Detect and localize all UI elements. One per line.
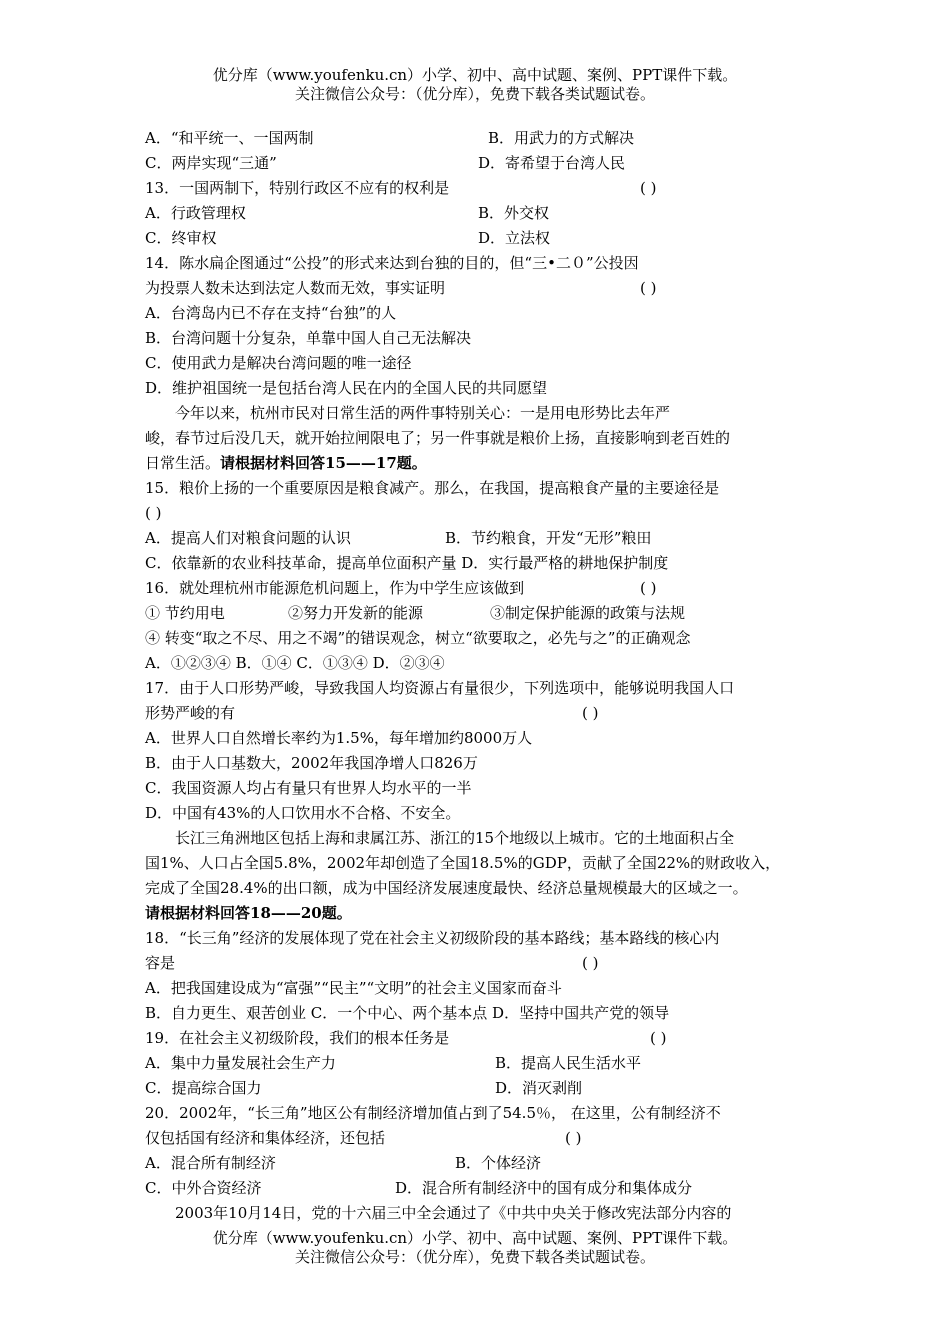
q14-stem-line-2 (145, 276, 825, 301)
exam-content (145, 126, 825, 1226)
q17-option-c: C．我国资源人均占有量只有世界人均水平的一半 (145, 779, 472, 797)
q13-stem-line (145, 176, 825, 201)
q20-stem-line-2 (145, 1126, 825, 1151)
q16-item-4: ④ 转变“取之不尽、用之不竭”的错误观念，树立“欲要取之，必先与之”的正确观念 (145, 629, 691, 647)
q13-options-row-2 (145, 226, 825, 251)
q18-options-bcd: B．自力更生、艰苦创业 C．一个中心、两个基本点 D．坚持中国共产党的领导 (145, 1004, 670, 1022)
material2-prompt: 请根据材料回答18——20题。 (145, 904, 352, 922)
q17-option-d: D．中国有43%的人口饮用水不合格、不安全。 (145, 804, 461, 822)
q13-answer-paren: ( ) (640, 179, 657, 197)
q17-stem-line-2 (145, 701, 825, 726)
material1-line-3 (145, 451, 825, 476)
q16-options: A．①②③④ B．①④ C．①③④ D．②③④ (145, 654, 445, 672)
q19-option-b: B．提高人民生活水平 (495, 1054, 642, 1072)
q19-option-a: A．集中力量发展社会生产力 (145, 1054, 336, 1072)
q20-stem: 仅包括国有经济和集体经济，还包括 (145, 1129, 386, 1147)
q18-option-a: A．把我国建设成为“富强”“民主”“文明”的社会主义国家而奋斗 (145, 979, 562, 997)
q18-stem: 容是 (145, 954, 176, 972)
q20-options-row-2 (145, 1176, 825, 1201)
q14-option-a: A．台湾岛内已不存在支持“台独”的人 (145, 304, 397, 322)
q13-options-row-1 (145, 201, 825, 226)
q13-option-c: C．终审权 (145, 229, 217, 247)
q13-option-a: A．行政管理权 (145, 204, 246, 222)
q17-stem-line-1: 17．由于人口形势严峻，导致我国人均资源占有量很少，下列选项中，能够说明我国人口 (145, 679, 735, 697)
q20-option-c: C．中外合资经济 (145, 1179, 262, 1197)
q19-option-c: C．提高综合国力 (145, 1079, 262, 1097)
q16-stem: 16．就处理杭州市能源危机问题上，作为中学生应该做到 (145, 579, 525, 597)
q13-option-b: B．外交权 (478, 204, 550, 222)
q17-option-b: B．由于人口基数大，2002年我国净增人口826万 (145, 754, 478, 772)
material2-line-3: 完成了全国28.4%的出口额，成为中国经济发展速度最快、经济总量规模最大的区域之一。 (145, 879, 748, 897)
q15-stem: 15．粮价上扬的一个重要原因是粮食减产。那么，在我国，提高粮食产量的主要途径是 (145, 479, 720, 497)
q20-options-row-1 (145, 1151, 825, 1176)
q15-options-cd: C．依靠新的农业科技革命，提高单位面积产量 D．实行最严格的耕地保护制度 (145, 554, 669, 572)
q19-options-row-2 (145, 1076, 825, 1101)
q12-option-c: C．两岸实现“三通” (145, 154, 277, 172)
page-footer (0, 1229, 950, 1267)
material1-line-1: 今年以来，杭州市民对日常生活的两件事特别关心：一是用电形势比去年严 (175, 404, 671, 422)
material2-line-1: 长江三角洲地区包括上海和隶属江苏、浙江的15个地级以上城市。它的土地面积占全 (175, 829, 735, 847)
material1-prompt: 请根据材料回答15——17题。 (220, 454, 427, 472)
q20-option-a: A．混合所有制经济 (145, 1154, 276, 1172)
page-header (0, 66, 950, 104)
q12-option-a: A．“和平统一、一国两制 (145, 129, 314, 147)
q16-stem-line (145, 576, 825, 601)
q15-option-a: A．提高人们对粮食问题的认识 (145, 529, 351, 547)
header-line-1: 优分库（www.youfenku.cn）小学、初中、高中试题、案例、PPT课件下载。 (212, 66, 738, 84)
q20-option-b: B．个体经济 (455, 1154, 542, 1172)
q20-answer-paren: ( ) (565, 1129, 582, 1147)
q14-answer-paren: ( ) (640, 279, 657, 297)
q19-options-row-1 (145, 1051, 825, 1076)
header-line-2: 关注微信公众号：（优分库），免费下载各类试题试卷。 (294, 85, 655, 103)
q17-stem: 形势严峻的有 (145, 704, 236, 722)
q16-item-3: ③制定保护能源的政策与法规 (490, 604, 686, 622)
q13-stem: 13．一国两制下，特别行政区不应有的权利是 (145, 179, 450, 197)
q12-option-d: D．寄希望于台湾人民 (478, 154, 626, 172)
q17-answer-paren: ( ) (582, 704, 599, 722)
q16-items-row (145, 601, 825, 626)
q19-stem: 19．在社会主义初级阶段，我们的根本任务是 (145, 1029, 450, 1047)
q18-stem-line-1: 18．“长三角”经济的发展体现了党在社会主义初级阶段的基本路线；基本路线的核心内 (145, 929, 720, 947)
q13-option-d: D．立法权 (478, 229, 551, 247)
q20-stem-line-1: 20．2002年，“长三角”地区公有制经济增加值占到了54.5％， 在这里，公有制经济不 (145, 1104, 721, 1122)
q15-option-b: B．节约粮食，开发“无形”粮田 (445, 529, 652, 547)
q18-answer-paren: ( ) (582, 954, 599, 972)
q14-option-d: D．维护祖国统一是包括台湾人民在内的全国人民的共同愿望 (145, 379, 548, 397)
q17-option-a: A．世界人口自然增长率约为1.5%，每年增加约8000万人 (145, 729, 533, 747)
q19-option-d: D．消灭剥削 (495, 1079, 583, 1097)
q15-answer-paren: ( ) (145, 504, 162, 522)
q20-option-d: D．混合所有制经济中的国有成分和集体成分 (395, 1179, 693, 1197)
q12-options-row-2 (145, 151, 825, 176)
q14-option-c: C．使用武力是解决台湾问题的唯一途径 (145, 354, 412, 372)
q14-option-b: B．台湾问题十分复杂，单靠中国人自己无法解决 (145, 329, 472, 347)
footer-line-2: 关注微信公众号：（优分库），免费下载各类试题试卷。 (294, 1248, 655, 1266)
q16-item-2: ②努力开发新的能源 (288, 604, 424, 622)
q18-stem-line-2 (145, 951, 825, 976)
q14-stem: 为投票人数未达到法定人数而无效，事实证明 (145, 279, 446, 297)
q14-stem-line-1: 14．陈水扁企图通过“公投”的形式来达到台独的目的，但“三•二０”公投因 (145, 254, 639, 272)
material3-line-1: 2003年10月14日，党的十六届三中全会通过了《中共中央关于修改宪法部分内容的 (175, 1204, 732, 1222)
footer-line-1: 优分库（www.youfenku.cn）小学、初中、高中试题、案例、PPT课件下载。 (212, 1229, 738, 1247)
q12-option-b: B．用武力的方式解决 (488, 129, 635, 147)
q16-answer-paren: ( ) (640, 579, 657, 597)
q15-options-row-1 (145, 526, 825, 551)
material1-line-2: 峻，春节过后没几天，就开始拉闸限电了；另一件事就是粮价上扬，直接影响到老百姓的 (145, 429, 731, 447)
q19-stem-line (145, 1026, 825, 1051)
q19-answer-paren: ( ) (650, 1029, 667, 1047)
material1-text: 日常生活。 (145, 454, 221, 472)
material2-line-2: 国1%、人口占全国5.8%，2002年却创造了全国18.5%的GDP，贡献了全国22%的财政收入， (145, 854, 781, 872)
q12-options-row-1 (145, 126, 825, 151)
q16-item-1: ① 节约用电 (145, 604, 225, 622)
